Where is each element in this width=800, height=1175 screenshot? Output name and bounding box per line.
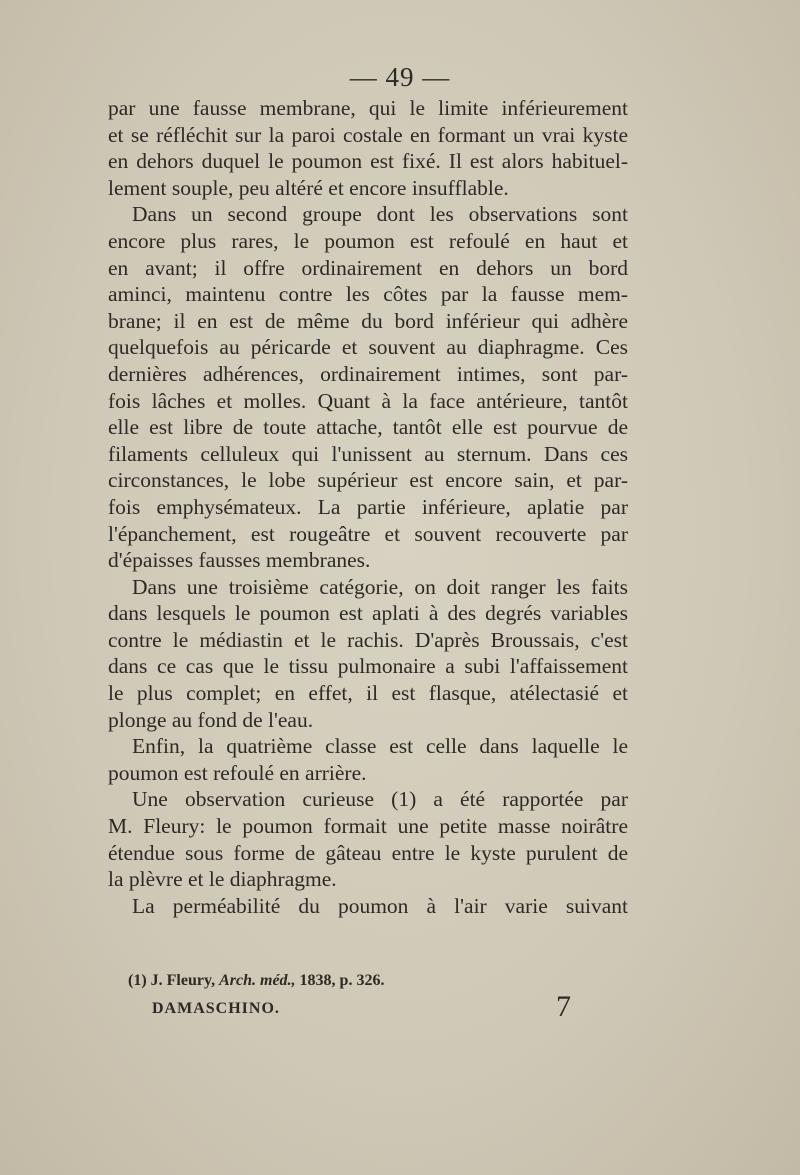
text-line: La perméabilité du poumon à l'air varie suivant	[132, 893, 628, 918]
text-line: plonge au fond de l'eau.	[108, 707, 314, 732]
text-line: en dehors duquel le poumon est fixé. Il est alors habituel-	[108, 149, 628, 174]
text-line: brane; il en est de même du bord inférieur qui adhère	[108, 308, 628, 333]
text-line: lement souple, peu altéré et encore insufflable.	[108, 175, 509, 200]
sheet-signature-mark: 7	[556, 990, 571, 1023]
text-line: contre le médiastin et le rachis. D'après Broussais, c'est	[108, 627, 628, 652]
text-line: la plèvre et le diaphragme.	[108, 867, 337, 892]
text-line: l'épanchement, est rougeâtre et souvent recouverte par	[108, 521, 628, 546]
text-line: par une fausse membrane, qui le limite inférieurement	[108, 96, 628, 120]
body-text	[108, 95, 628, 919]
footnote-marker: (1)	[128, 972, 147, 989]
text-line: le plus complet; en effet, il est flasque, atélectasié et	[108, 681, 628, 706]
text-line: en avant; il offre ordinairement en dehors un bord	[108, 255, 628, 280]
footnote-author: J. Fleury,	[150, 972, 216, 989]
page-number: — 49 —	[349, 62, 451, 92]
text-line: Dans une troisième catégorie, on doit ranger les faits	[132, 574, 628, 599]
text-line: Une observation curieuse (1) a été rapportée par	[132, 787, 628, 812]
text-line: elle est libre de toute attache, tantôt elle est pourvue de	[108, 415, 628, 440]
text-line: étendue sous forme de gâteau entre le kyste purulent de	[108, 840, 628, 865]
text-line: et se réfléchit sur la paroi costale en formant un vrai kyste	[108, 122, 628, 147]
text-line: d'épaisses fausses membranes.	[108, 548, 371, 573]
text-line: fois lâches et molles. Quant à la face antérieure, tantôt	[108, 388, 628, 413]
text-line: M. Fleury: le poumon formait une petite masse noirâtre	[108, 814, 628, 839]
text-line: filaments celluleux qui l'unissent au sternum. Dans ces	[108, 441, 628, 466]
footnote-journal: Arch. méd.,	[219, 972, 296, 989]
text-line: quelquefois au péricarde et souvent au diaphragme. Ces	[108, 335, 628, 360]
text-line: Dans un second groupe dont les observations sont	[132, 202, 628, 227]
text-line: dernières adhérences, ordinairement intimes, sont par-	[108, 361, 628, 386]
signature-author: DAMASCHINO.	[152, 1000, 280, 1017]
text-line: dans ce cas que le tissu pulmonaire a subi l'affaissement	[108, 654, 628, 679]
text-line: dans lesquels le poumon est aplati à des degrés variables	[108, 601, 628, 626]
footnote	[128, 972, 384, 990]
text-line: poumon est refoulé en arrière.	[108, 760, 367, 785]
text-line: aminci, maintenu contre les côtes par la fausse mem-	[108, 282, 628, 307]
text-line: encore plus rares, le poumon est refoulé en haut et	[108, 228, 628, 253]
text-line: circonstances, le lobe supérieur est encore sain, et par-	[108, 468, 628, 493]
text-line: Enfin, la quatrième classe est celle dans laquelle le	[132, 734, 628, 759]
footnote-reference: 1838, p. 326.	[299, 972, 385, 989]
text-line: fois emphysémateux. La partie inférieure, aplatie par	[108, 494, 628, 519]
